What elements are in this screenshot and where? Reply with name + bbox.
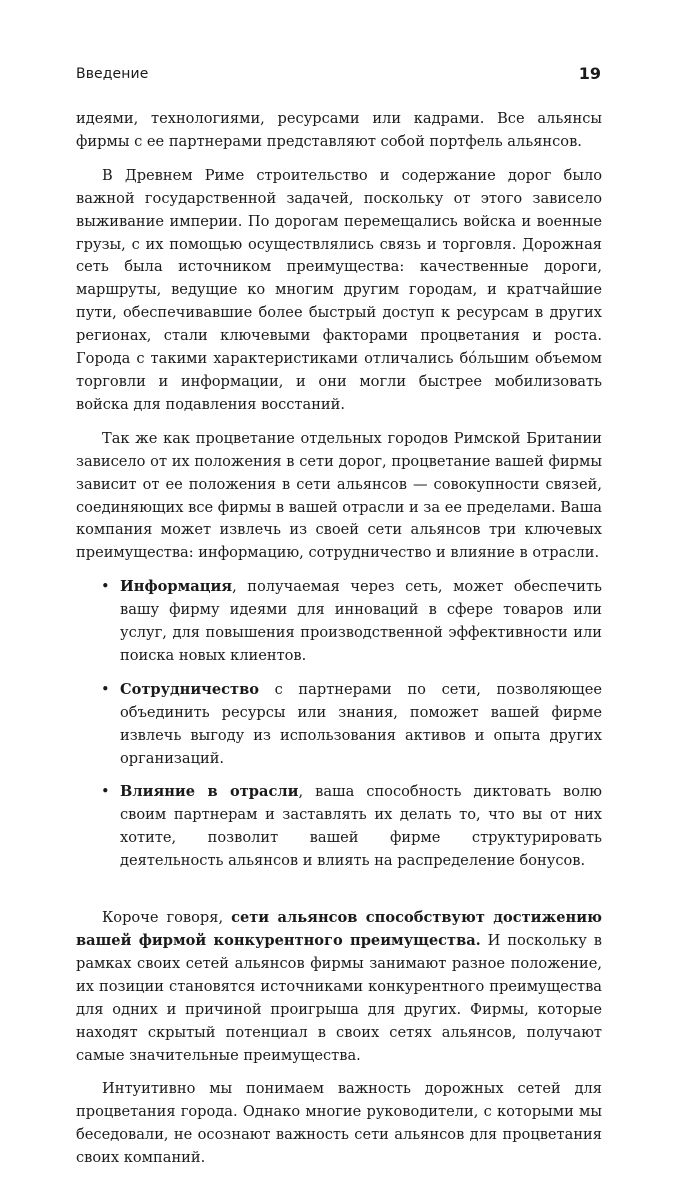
list-item-term: Информация — [120, 578, 233, 596]
summary-rest: И поскольку в рамках своих сетей альянсов фирмы занимают разное положение, их позиции становятся источниками конкурентного преимущества для одних и причиной проигрыша для других. Фирмы, которые находят скрытый потенциал в своих сетях альянсов, получают самые значительные преимущества. — [76, 932, 602, 1064]
paragraph-intuition: Интуитивно мы понимаем важность дорожных сетей для процветания города. Однако многие руководители, с которыми мы беседовали, не осознают важность сети альянсов для процветания своих компаний. — [76, 1080, 602, 1167]
paragraph-network-position: Так же как процветание отдельных городов Римской Британии зависело от их положения в сети дорог, процветание вашей фирмы зависит от ее положения в сети альянсов — совокупности связей, соединяющих все фирмы в вашей отрасли и за ее пределами. Ваша компания может извлечь из своей сети альянсов три ключевых преимущества: информацию, сотрудничество и влияние в отрасли. — [76, 429, 602, 562]
paragraph-ancient-rome: В Древнем Риме строительство и содержание дорог было важной государственной задачей, поскольку от этого зависело выживание империи. По дорогам перемещались войска и военные грузы, с их помощью осуществлялись связь и торговля. Дорожная сеть была источником преимущества: качественные дороги, маршруты, ведущие ко многим другим городам, и кратчайшие пути, обеспечивавшие более быстрый доступ к ресурсам в других регионах, стали ключевыми факторами процветания и роста. Города с такими характеристиками отличались бóльшим объемом торговли и информации, и они могли быстрее мобилизовать войска для подавления восстаний. — [76, 166, 602, 413]
list-item-information — [76, 576, 602, 668]
advantages-list — [76, 576, 602, 873]
list-item-term: Сотрудничество — [120, 680, 259, 698]
bullet-icon: • — [101, 680, 110, 698]
section-title: Введение — [76, 66, 149, 82]
bullet-icon: • — [101, 783, 110, 801]
list-item-text: , ваша способность диктовать волю своим партнерам и заставлять их делать то, что вы от них хотите, позволит вашей фирме структурировать деятельность альянсов и влиять на распределение бонусов. — [120, 783, 602, 870]
list-item-text: с партнерами по сети, позволяющее объединить ресурсы или знания, поможет вашей фирме извлечь выгоду из использования активов и опыта других организаций. — [120, 680, 602, 767]
summary-key-statement: сети альянсов способствуют достижению вашей фирмой конкурентного преимущества. — [76, 909, 602, 949]
summary-lead: Короче говоря, — [102, 909, 232, 927]
paragraph-continued: идеями, технологиями, ресурсами или кадрами. Все альянсы фирмы с ее партнерами представляют собой портфель альянсов. — [76, 110, 602, 150]
list-item-influence — [76, 781, 602, 873]
running-header — [76, 64, 601, 84]
page-body — [76, 108, 602, 1181]
paragraph-summary — [76, 907, 602, 1067]
bullet-icon: • — [101, 578, 110, 596]
list-item-term: Влияние в отрасли — [120, 783, 299, 801]
page-number: 19 — [578, 64, 601, 83]
list-item-cooperation — [76, 679, 602, 771]
list-item-text: , получаемая через сеть, может обеспечить вашу фирму идеями для инноваций в сфере товаров или услуг, для повышения производственной эффективности или поиска новых клиентов. — [120, 578, 602, 664]
